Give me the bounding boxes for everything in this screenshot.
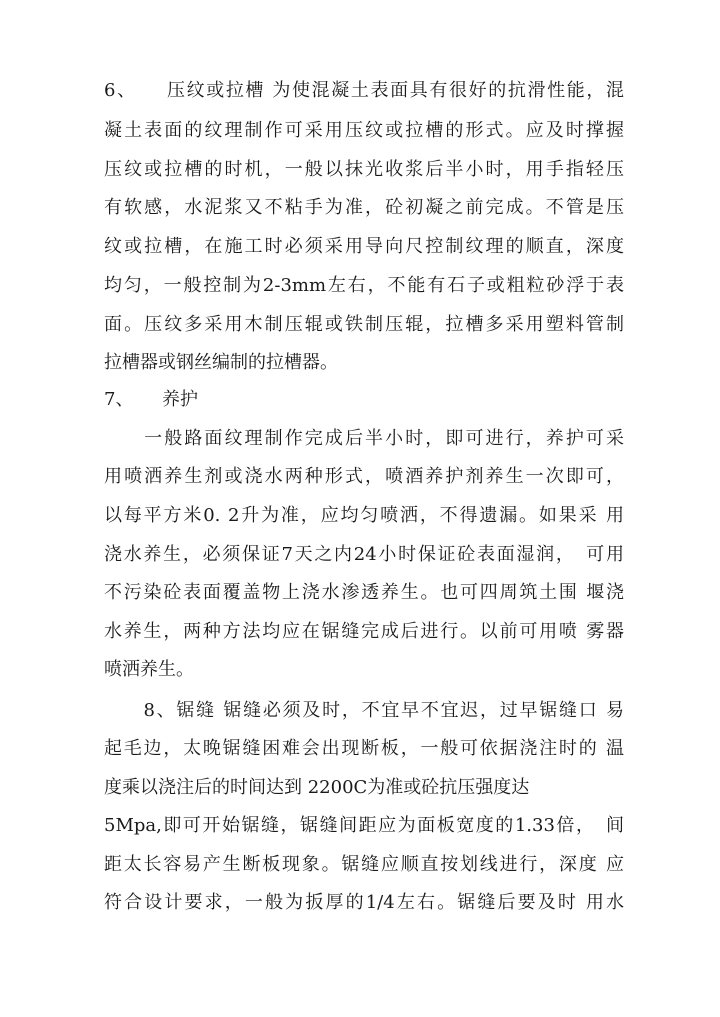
section-6-line-2: 凝土表面的纹理制作可采用压纹或拉槽的形式。应及时撑握: [104, 120, 624, 141]
section-6-line-5: 纹或拉槽，在施工时必须采用导向尺控制纹理的顺直，深度: [104, 236, 624, 257]
section-8-line-5: 距太长容易产生断板现象。锯缝应顺直按划线进行，深度 应: [104, 854, 624, 875]
section-7-title: 养护: [162, 389, 198, 410]
section-7-line-7: 喷洒养生。: [104, 659, 194, 680]
section-7-line-4: 浇水养生，必须保证7天之内24小时保证砼表面湿润， 可用: [104, 544, 624, 565]
section-7-heading: [104, 385, 198, 415]
section-6-line-7: 面。压纹多采用木制压辊或铁制压辊，拉槽多采用塑料管制: [104, 314, 624, 335]
section-8-line-6: 符合设计要求，一般为扳厚的1/4左右。锯缝后要及时 用水: [104, 892, 624, 913]
section-6-line-4: 有软感，水泥浆又不粘手为准，砼初凝之前完成。不管是压: [104, 197, 624, 218]
section-7-line-3: 以每平方米0. 2升为准，应均匀喷洒，不得遗漏。如果采 用: [104, 505, 624, 526]
section-6-line-3: 压纹或拉槽的时机，一般以抹光收浆后半小时，用手指轻压: [104, 159, 624, 180]
section-6-line-1: 6、 压纹或拉槽 为使混凝土表面具有很好的抗滑性能，混: [104, 80, 624, 101]
section-7-line-1: 一般路面纹理制作完成后半小时，即可进行，养护可采: [104, 428, 624, 449]
section-7-line-5: 不污染砼表面覆盖物上浇水渗透养生。也可四周筑土围 堰浇: [104, 582, 624, 603]
section-6-line-8: 拉槽器或钢丝编制的拉槽器。: [104, 352, 338, 373]
section-7-line-6: 水养生，两种方法均应在锯缝完成后进行。以前可用喷 雾器: [104, 621, 624, 642]
section-8-line-2: 起毛边，太晚锯缝困难会出现断板，一般可依据浇注时的 温: [104, 738, 624, 759]
section-8-line-3: 度乘以浇注后的时间达到 2200C为准或砼抗压强度达: [104, 777, 530, 798]
section-6-line-6: 均匀，一般控制为2-3mm左右，不能有石子或粗粒砂浮于表: [104, 275, 624, 296]
section-7-number: 7、: [104, 389, 134, 410]
section-8-line-1: 8、锯缝 锯缝必须及时，不宜早不宜迟，过早锯缝口 易: [104, 700, 624, 721]
section-8-line-4: 5Mpa,即可开始锯缝，锯缝间距应为面板宽度的1.33倍， 间: [104, 815, 624, 836]
section-7-line-2: 用喷洒养生剂或浇水两种形式，喷酒养护剂养生一次即可，: [104, 466, 624, 487]
